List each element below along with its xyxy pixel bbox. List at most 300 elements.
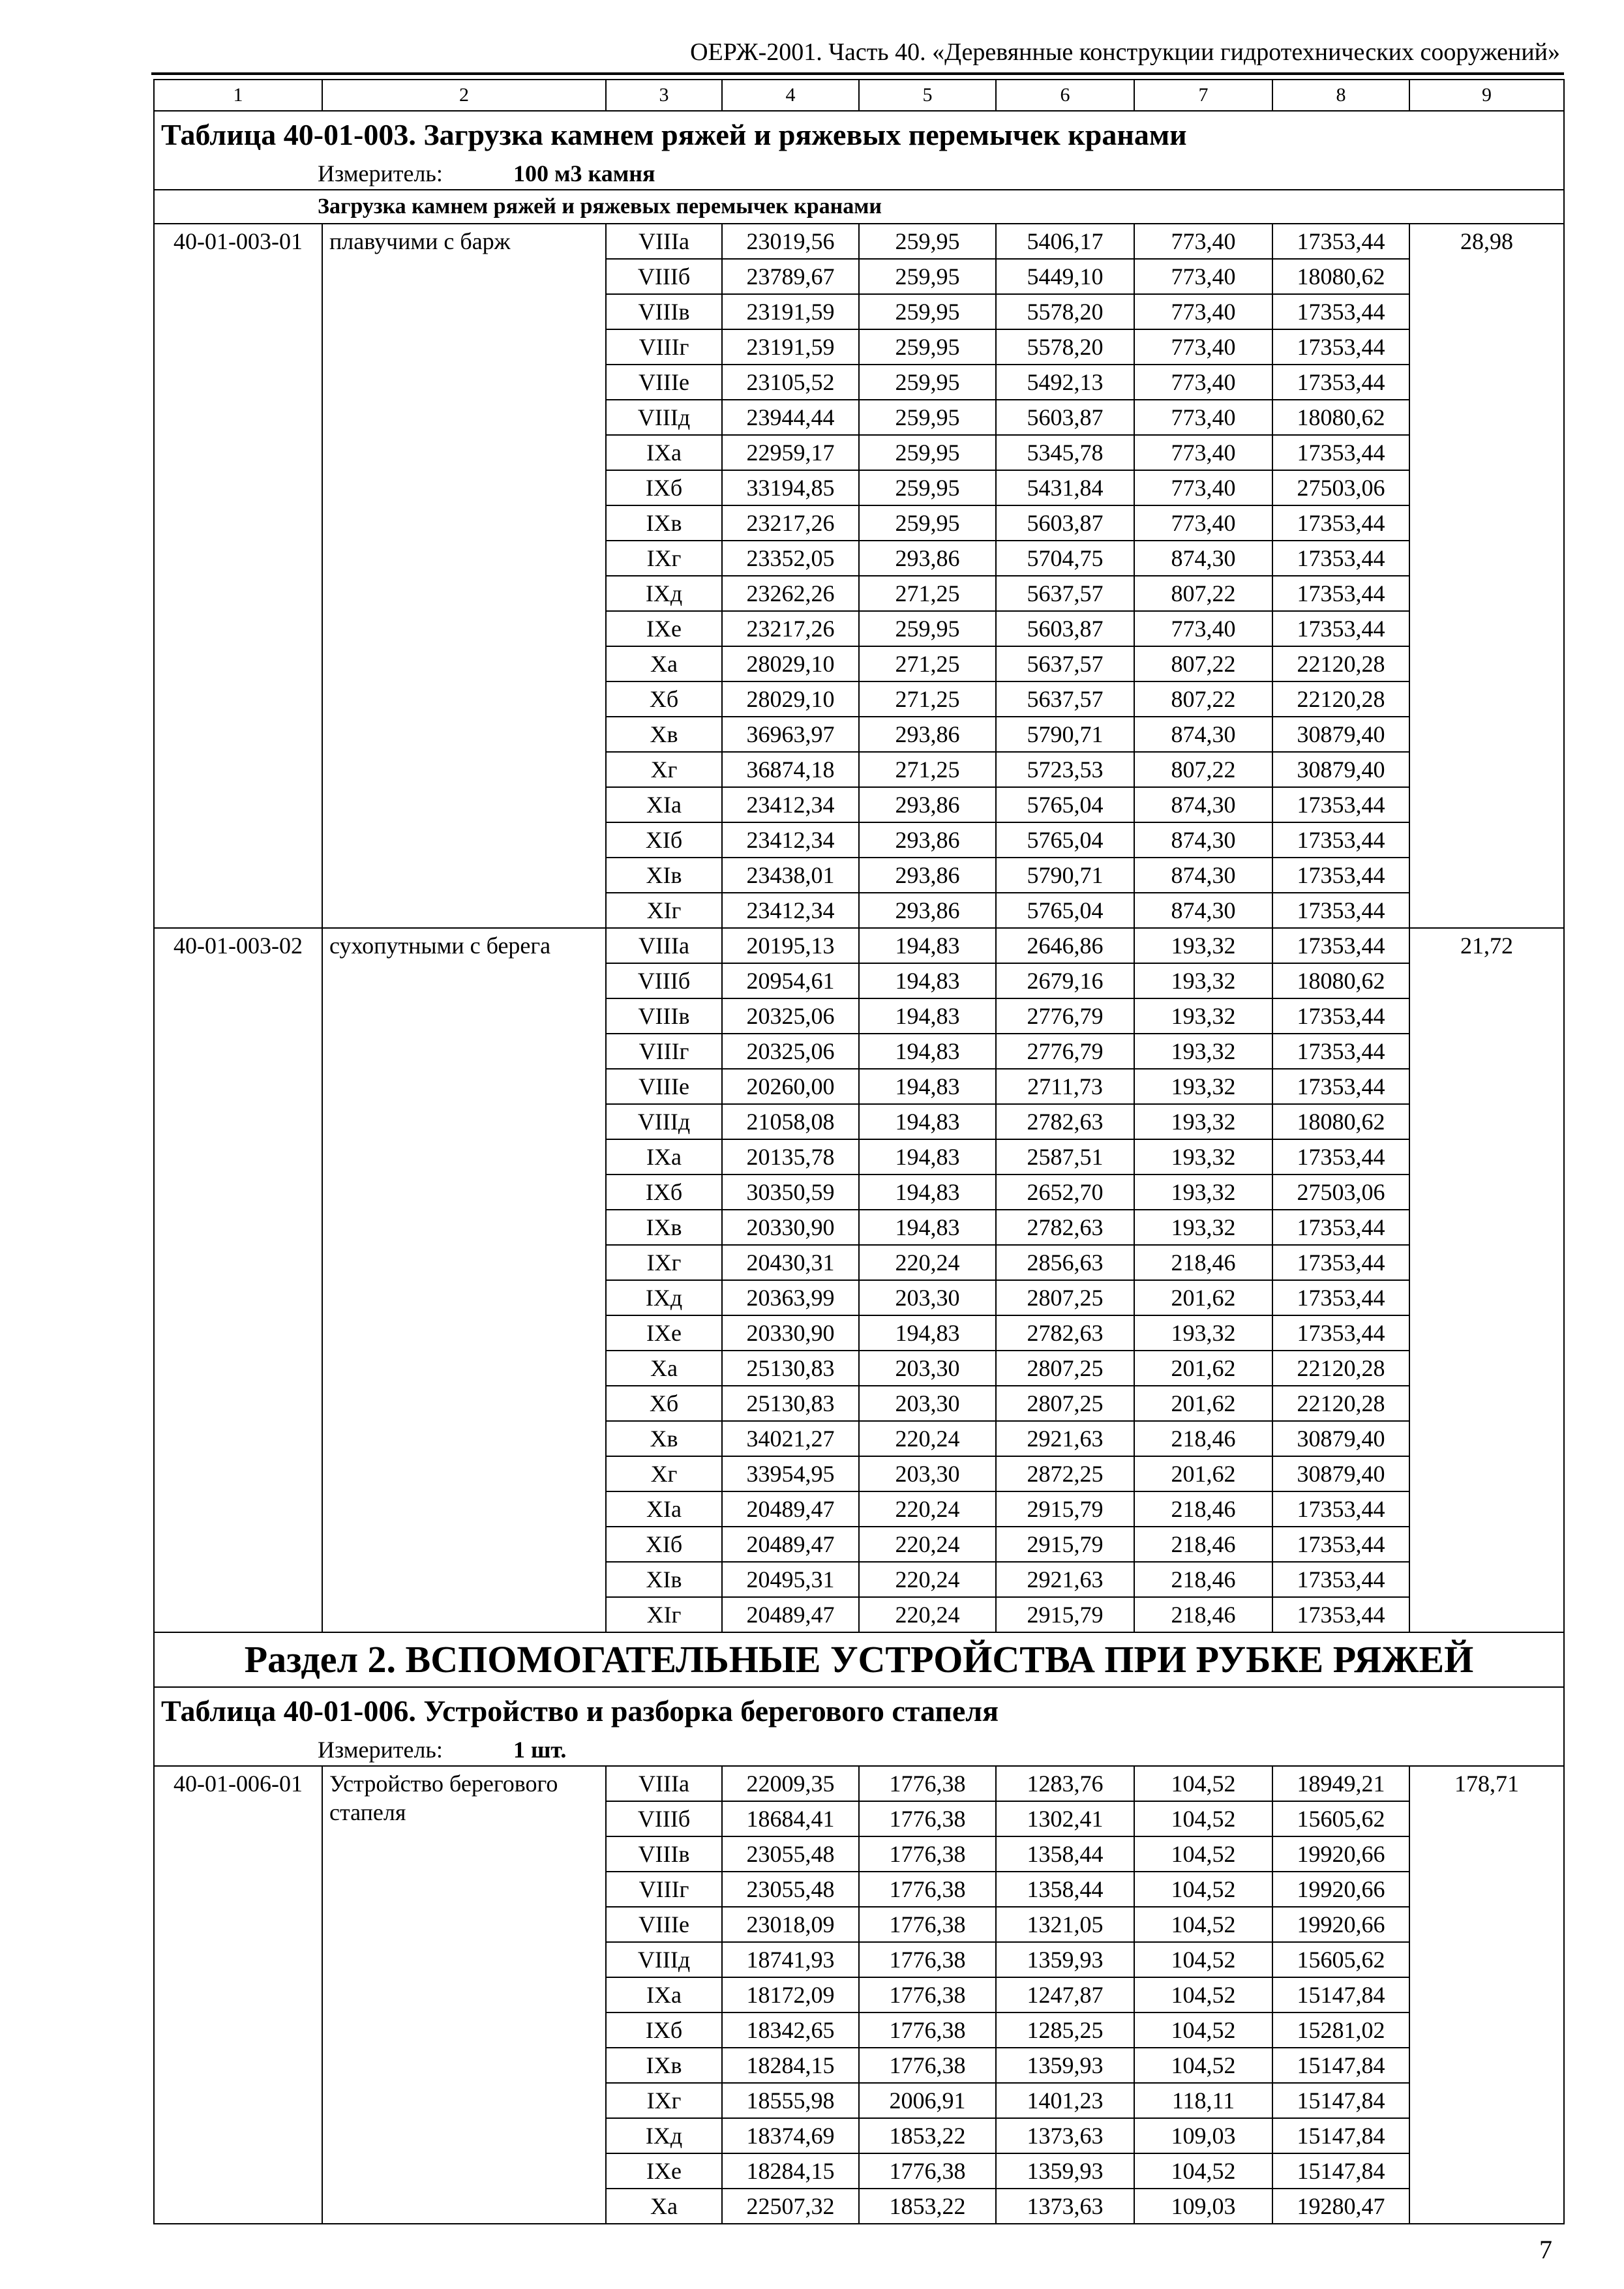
rate-name: Устройство берегового стапеля — [322, 1766, 606, 2224]
total-cell: 20489,47 — [722, 1527, 859, 1562]
materials-cell: 19920,66 — [1272, 1872, 1409, 1907]
machines-cell: 5603,87 — [996, 611, 1134, 646]
total-cell: 18172,09 — [722, 1977, 859, 2012]
materials-cell: 15147,84 — [1272, 2083, 1409, 2118]
drivers-wages-cell: 807,22 — [1134, 576, 1272, 611]
zone-cell: VIIIд — [606, 1942, 722, 1977]
total-cell: 20325,06 — [722, 1034, 859, 1069]
total-cell: 20330,90 — [722, 1315, 859, 1351]
column-number: 4 — [722, 80, 859, 111]
table-006-unit-row — [154, 1734, 1564, 1766]
machines-cell: 5603,87 — [996, 505, 1134, 541]
total-cell: 18342,65 — [722, 2012, 859, 2048]
drivers-wages-cell: 218,46 — [1134, 1527, 1272, 1562]
drivers-wages-cell: 104,52 — [1134, 1801, 1272, 1836]
table-003-subtitle-row — [154, 190, 1564, 224]
drivers-wages-cell: 193,32 — [1134, 1210, 1272, 1245]
drivers-wages-cell: 104,52 — [1134, 1907, 1272, 1942]
zone-cell: VIIIг — [606, 329, 722, 365]
wages-cell: 220,24 — [859, 1562, 996, 1597]
materials-cell: 17353,44 — [1272, 787, 1409, 822]
wages-cell: 259,95 — [859, 611, 996, 646]
column-number: 1 — [154, 80, 322, 111]
total-cell: 18741,93 — [722, 1942, 859, 1977]
wages-cell: 259,95 — [859, 470, 996, 505]
unit-value: 1 шт. — [513, 1737, 567, 1763]
machines-cell: 2646,86 — [996, 928, 1134, 963]
machines-cell: 2807,25 — [996, 1351, 1134, 1386]
wages-cell: 1776,38 — [859, 1872, 996, 1907]
zone-cell: VIIIб — [606, 1801, 722, 1836]
total-cell: 23789,67 — [722, 259, 859, 294]
column-number: 8 — [1272, 80, 1409, 111]
total-cell: 23352,05 — [722, 541, 859, 576]
drivers-wages-cell: 874,30 — [1134, 787, 1272, 822]
materials-cell: 17353,44 — [1272, 541, 1409, 576]
machines-cell: 1247,87 — [996, 1977, 1134, 2012]
drivers-wages-cell: 773,40 — [1134, 259, 1272, 294]
total-cell: 20954,61 — [722, 963, 859, 998]
machines-cell: 2807,25 — [996, 1280, 1134, 1315]
drivers-wages-cell: 773,40 — [1134, 505, 1272, 541]
wages-cell: 1776,38 — [859, 1942, 996, 1977]
wages-cell: 1776,38 — [859, 1907, 996, 1942]
table-003-subtitle: Загрузка камнем ряжей и ряжевых перемычек кранами — [154, 190, 1564, 224]
drivers-wages-cell: 104,52 — [1134, 2153, 1272, 2189]
zone-cell: IXб — [606, 2012, 722, 2048]
total-cell: 18555,98 — [722, 2083, 859, 2118]
total-cell: 20195,13 — [722, 928, 859, 963]
total-cell: 20489,47 — [722, 1597, 859, 1632]
labor-cost-cell: 178,71 — [1409, 1766, 1564, 2224]
wages-cell: 293,86 — [859, 541, 996, 576]
wages-cell: 194,83 — [859, 1315, 996, 1351]
drivers-wages-cell: 109,03 — [1134, 2189, 1272, 2224]
total-cell: 23191,59 — [722, 329, 859, 365]
zone-cell: IXа — [606, 435, 722, 470]
wages-cell: 1776,38 — [859, 1836, 996, 1872]
zone-cell: IXе — [606, 1315, 722, 1351]
zone-cell: IXв — [606, 505, 722, 541]
drivers-wages-cell: 193,32 — [1134, 1104, 1272, 1139]
zone-cell: IXд — [606, 576, 722, 611]
zone-cell: IXв — [606, 1210, 722, 1245]
machines-cell: 2872,25 — [996, 1456, 1134, 1491]
table-003-title: Таблица 40-01-003. Загрузка камнем ряжей и ряжевых перемычек кранами — [154, 111, 1564, 158]
machines-cell: 1373,63 — [996, 2189, 1134, 2224]
machines-cell: 2782,63 — [996, 1315, 1134, 1351]
materials-cell: 17353,44 — [1272, 1597, 1409, 1632]
materials-cell: 22120,28 — [1272, 646, 1409, 681]
materials-cell: 19920,66 — [1272, 1836, 1409, 1872]
materials-cell: 17353,44 — [1272, 1139, 1409, 1174]
machines-cell: 5406,17 — [996, 224, 1134, 259]
column-number: 7 — [1134, 80, 1272, 111]
wages-cell: 1776,38 — [859, 2048, 996, 2083]
materials-cell: 17353,44 — [1272, 365, 1409, 400]
zone-cell: XIв — [606, 858, 722, 893]
materials-cell: 18949,21 — [1272, 1766, 1409, 1801]
total-cell: 30350,59 — [722, 1174, 859, 1210]
machines-cell: 5637,57 — [996, 681, 1134, 717]
materials-cell: 19920,66 — [1272, 1907, 1409, 1942]
machines-cell: 2807,25 — [996, 1386, 1134, 1421]
materials-cell: 17353,44 — [1272, 1280, 1409, 1315]
wages-cell: 259,95 — [859, 400, 996, 435]
total-cell: 33954,95 — [722, 1456, 859, 1491]
machines-cell: 1359,93 — [996, 2153, 1134, 2189]
machines-cell: 2921,63 — [996, 1562, 1134, 1597]
materials-cell: 17353,44 — [1272, 1562, 1409, 1597]
machines-cell: 1321,05 — [996, 1907, 1134, 1942]
wages-cell: 293,86 — [859, 858, 996, 893]
drivers-wages-cell: 193,32 — [1134, 998, 1272, 1034]
total-cell: 23055,48 — [722, 1836, 859, 1872]
total-cell: 20430,31 — [722, 1245, 859, 1280]
zone-cell: IXб — [606, 470, 722, 505]
machines-cell: 5492,13 — [996, 365, 1134, 400]
zone-cell: XIб — [606, 1527, 722, 1562]
zone-cell: VIIIб — [606, 963, 722, 998]
table-003-unit-row — [154, 158, 1564, 190]
materials-cell: 15147,84 — [1272, 2153, 1409, 2189]
unit-label: Измеритель: — [318, 1737, 443, 1763]
wages-cell: 1853,22 — [859, 2118, 996, 2153]
total-cell: 23438,01 — [722, 858, 859, 893]
drivers-wages-cell: 109,03 — [1134, 2118, 1272, 2153]
total-cell: 20135,78 — [722, 1139, 859, 1174]
wages-cell: 1853,22 — [859, 2189, 996, 2224]
wages-cell: 293,86 — [859, 787, 996, 822]
zone-cell: IXа — [606, 1977, 722, 2012]
machines-cell: 2776,79 — [996, 1034, 1134, 1069]
total-cell: 23944,44 — [722, 400, 859, 435]
machines-cell: 1283,76 — [996, 1766, 1134, 1801]
total-cell: 36963,97 — [722, 717, 859, 752]
drivers-wages-cell: 773,40 — [1134, 611, 1272, 646]
materials-cell: 17353,44 — [1272, 1491, 1409, 1527]
drivers-wages-cell: 104,52 — [1134, 1872, 1272, 1907]
drivers-wages-cell: 218,46 — [1134, 1421, 1272, 1456]
total-cell: 22959,17 — [722, 435, 859, 470]
zone-cell: VIIIд — [606, 1104, 722, 1139]
drivers-wages-cell: 807,22 — [1134, 752, 1272, 787]
labor-cost-cell: 21,72 — [1409, 928, 1564, 1632]
machines-cell: 2711,73 — [996, 1069, 1134, 1104]
machines-cell: 1285,25 — [996, 2012, 1134, 2048]
total-cell: 20330,90 — [722, 1210, 859, 1245]
wages-cell: 203,30 — [859, 1351, 996, 1386]
total-cell: 20495,31 — [722, 1562, 859, 1597]
wages-cell: 1776,38 — [859, 2153, 996, 2189]
machines-cell: 2679,16 — [996, 963, 1134, 998]
machines-cell: 5765,04 — [996, 893, 1134, 928]
drivers-wages-cell: 218,46 — [1134, 1491, 1272, 1527]
machines-cell: 2652,70 — [996, 1174, 1134, 1210]
materials-cell: 30879,40 — [1272, 717, 1409, 752]
machines-cell: 5603,87 — [996, 400, 1134, 435]
drivers-wages-cell: 193,32 — [1134, 928, 1272, 963]
total-cell: 18374,69 — [722, 2118, 859, 2153]
wages-cell: 220,24 — [859, 1421, 996, 1456]
total-cell: 23412,34 — [722, 893, 859, 928]
materials-cell: 17353,44 — [1272, 505, 1409, 541]
machines-cell: 1358,44 — [996, 1872, 1134, 1907]
materials-cell: 17353,44 — [1272, 329, 1409, 365]
drivers-wages-cell: 218,46 — [1134, 1245, 1272, 1280]
materials-cell: 17353,44 — [1272, 893, 1409, 928]
rate-name: плавучими с барж — [322, 224, 606, 928]
zone-cell: VIIIв — [606, 1836, 722, 1872]
drivers-wages-cell: 773,40 — [1134, 224, 1272, 259]
table-006-title-row — [154, 1687, 1564, 1734]
zone-cell: Xг — [606, 1456, 722, 1491]
rate-name: сухопутными с берега — [322, 928, 606, 1632]
zone-cell: IXг — [606, 2083, 722, 2118]
materials-cell: 22120,28 — [1272, 1351, 1409, 1386]
materials-cell: 15281,02 — [1272, 2012, 1409, 2048]
drivers-wages-cell: 104,52 — [1134, 1942, 1272, 1977]
drivers-wages-cell: 201,62 — [1134, 1456, 1272, 1491]
machines-cell: 5765,04 — [996, 822, 1134, 858]
zone-cell: IXв — [606, 2048, 722, 2083]
zone-cell: VIIIа — [606, 224, 722, 259]
drivers-wages-cell: 874,30 — [1134, 822, 1272, 858]
total-cell: 23217,26 — [722, 505, 859, 541]
labor-cost-cell: 28,98 — [1409, 224, 1564, 928]
zone-cell: Xб — [606, 1386, 722, 1421]
drivers-wages-cell: 874,30 — [1134, 717, 1272, 752]
drivers-wages-cell: 807,22 — [1134, 646, 1272, 681]
total-cell: 23191,59 — [722, 294, 859, 329]
wages-cell: 194,83 — [859, 963, 996, 998]
wages-cell: 194,83 — [859, 1210, 996, 1245]
wages-cell: 1776,38 — [859, 1801, 996, 1836]
page-header-title: ОЕРЖ-2001. Часть 40. «Деревянные конструкции гидротехнических сооружений» — [690, 38, 1560, 66]
total-cell: 23262,26 — [722, 576, 859, 611]
zone-cell: VIIIе — [606, 1907, 722, 1942]
wages-cell: 271,25 — [859, 646, 996, 681]
wages-cell: 259,95 — [859, 259, 996, 294]
materials-cell: 17353,44 — [1272, 294, 1409, 329]
drivers-wages-cell: 104,52 — [1134, 2012, 1272, 2048]
section-2-row — [154, 1632, 1564, 1687]
machines-cell: 2782,63 — [996, 1104, 1134, 1139]
materials-cell: 17353,44 — [1272, 1034, 1409, 1069]
materials-cell: 17353,44 — [1272, 858, 1409, 893]
machines-cell: 2915,79 — [996, 1491, 1134, 1527]
total-cell: 23412,34 — [722, 822, 859, 858]
zone-cell: IXг — [606, 1245, 722, 1280]
zone-cell: XIа — [606, 787, 722, 822]
wages-cell: 259,95 — [859, 329, 996, 365]
zone-cell: IXе — [606, 611, 722, 646]
materials-cell: 15147,84 — [1272, 2118, 1409, 2153]
page-number: 7 — [1539, 2235, 1552, 2264]
wages-cell: 220,24 — [859, 1245, 996, 1280]
drivers-wages-cell: 218,46 — [1134, 1562, 1272, 1597]
drivers-wages-cell: 874,30 — [1134, 858, 1272, 893]
zone-cell: VIIIа — [606, 1766, 722, 1801]
zone-cell: IXг — [606, 541, 722, 576]
machines-cell: 5790,71 — [996, 717, 1134, 752]
machines-cell: 1373,63 — [996, 2118, 1134, 2153]
wages-cell: 259,95 — [859, 505, 996, 541]
materials-cell: 17353,44 — [1272, 1527, 1409, 1562]
machines-cell: 5578,20 — [996, 329, 1134, 365]
column-number-row — [154, 80, 1564, 111]
zone-cell: IXе — [606, 2153, 722, 2189]
wages-cell: 271,25 — [859, 681, 996, 717]
machines-cell: 5431,84 — [996, 470, 1134, 505]
materials-cell: 17353,44 — [1272, 611, 1409, 646]
wages-cell: 259,95 — [859, 435, 996, 470]
zone-cell: VIIIг — [606, 1872, 722, 1907]
zone-cell: VIIIг — [606, 1034, 722, 1069]
wages-cell: 293,86 — [859, 717, 996, 752]
drivers-wages-cell: 874,30 — [1134, 893, 1272, 928]
machines-cell: 1359,93 — [996, 1942, 1134, 1977]
drivers-wages-cell: 874,30 — [1134, 541, 1272, 576]
wages-cell: 220,24 — [859, 1491, 996, 1527]
total-cell: 21058,08 — [722, 1104, 859, 1139]
zone-cell: XIа — [606, 1491, 722, 1527]
machines-cell: 5449,10 — [996, 259, 1134, 294]
drivers-wages-cell: 201,62 — [1134, 1280, 1272, 1315]
wages-cell: 194,83 — [859, 1034, 996, 1069]
column-number: 9 — [1409, 80, 1564, 111]
wages-cell: 2006,91 — [859, 2083, 996, 2118]
drivers-wages-cell: 773,40 — [1134, 365, 1272, 400]
rate-code: 40-01-003-01 — [154, 224, 322, 928]
materials-cell: 15605,62 — [1272, 1801, 1409, 1836]
drivers-wages-cell: 118,11 — [1134, 2083, 1272, 2118]
zone-cell: Xг — [606, 752, 722, 787]
materials-cell: 27503,06 — [1272, 470, 1409, 505]
materials-cell: 22120,28 — [1272, 681, 1409, 717]
total-cell: 18684,41 — [722, 1801, 859, 1836]
machines-cell: 2915,79 — [996, 1527, 1134, 1562]
materials-cell: 18080,62 — [1272, 400, 1409, 435]
section-2-title: Раздел 2. ВСПОМОГАТЕЛЬНЫЕ УСТРОЙСТВА ПРИ РУБКЕ РЯЖЕЙ — [154, 1632, 1564, 1687]
table-row — [154, 224, 1564, 259]
column-number: 6 — [996, 80, 1134, 111]
materials-cell: 18080,62 — [1272, 1104, 1409, 1139]
table-006-title: Таблица 40-01-006. Устройство и разборка берегового стапеля — [154, 1687, 1564, 1734]
unit-label: Измеритель: — [318, 160, 443, 187]
drivers-wages-cell: 104,52 — [1134, 1766, 1272, 1801]
drivers-wages-cell: 773,40 — [1134, 400, 1272, 435]
machines-cell: 2856,63 — [996, 1245, 1134, 1280]
wages-cell: 293,86 — [859, 822, 996, 858]
zone-cell: VIIIв — [606, 998, 722, 1034]
machines-cell: 5790,71 — [996, 858, 1134, 893]
materials-cell: 18080,62 — [1272, 963, 1409, 998]
wages-cell: 194,83 — [859, 1069, 996, 1104]
zone-cell: Xб — [606, 681, 722, 717]
materials-cell: 17353,44 — [1272, 435, 1409, 470]
total-cell: 20363,99 — [722, 1280, 859, 1315]
column-number: 2 — [322, 80, 606, 111]
zone-cell: Xв — [606, 717, 722, 752]
materials-cell: 17353,44 — [1272, 224, 1409, 259]
total-cell: 33194,85 — [722, 470, 859, 505]
materials-cell: 18080,62 — [1272, 259, 1409, 294]
zone-cell: VIIIе — [606, 365, 722, 400]
zone-cell: IXа — [606, 1139, 722, 1174]
wages-cell: 293,86 — [859, 893, 996, 928]
wages-cell: 194,83 — [859, 1104, 996, 1139]
materials-cell: 17353,44 — [1272, 1245, 1409, 1280]
wages-cell: 220,24 — [859, 1597, 996, 1632]
total-cell: 20260,00 — [722, 1069, 859, 1104]
materials-cell: 17353,44 — [1272, 928, 1409, 963]
drivers-wages-cell: 193,32 — [1134, 1034, 1272, 1069]
materials-cell: 15147,84 — [1272, 1977, 1409, 2012]
total-cell: 22507,32 — [722, 2189, 859, 2224]
machines-cell: 5578,20 — [996, 294, 1134, 329]
zone-cell: VIIIд — [606, 400, 722, 435]
materials-cell: 30879,40 — [1272, 1456, 1409, 1491]
materials-cell: 19280,47 — [1272, 2189, 1409, 2224]
wages-cell: 1776,38 — [859, 1766, 996, 1801]
machines-cell: 2921,63 — [996, 1421, 1134, 1456]
total-cell: 28029,10 — [722, 681, 859, 717]
drivers-wages-cell: 104,52 — [1134, 1977, 1272, 2012]
wages-cell: 194,83 — [859, 928, 996, 963]
zone-cell: XIб — [606, 822, 722, 858]
drivers-wages-cell: 773,40 — [1134, 329, 1272, 365]
column-number: 3 — [606, 80, 722, 111]
zone-cell: XIв — [606, 1562, 722, 1597]
table-body — [154, 80, 1564, 2224]
total-cell: 36874,18 — [722, 752, 859, 787]
zone-cell: IXд — [606, 1280, 722, 1315]
zone-cell: VIIIе — [606, 1069, 722, 1104]
drivers-wages-cell: 807,22 — [1134, 681, 1272, 717]
wages-cell: 271,25 — [859, 576, 996, 611]
materials-cell: 17353,44 — [1272, 1210, 1409, 1245]
total-cell: 18284,15 — [722, 2048, 859, 2083]
drivers-wages-cell: 193,32 — [1134, 1139, 1272, 1174]
materials-cell: 22120,28 — [1272, 1386, 1409, 1421]
wages-cell: 1776,38 — [859, 2012, 996, 2048]
unit-value: 100 м3 камня — [513, 160, 655, 187]
wages-cell: 271,25 — [859, 752, 996, 787]
materials-cell: 17353,44 — [1272, 822, 1409, 858]
machines-cell: 2587,51 — [996, 1139, 1134, 1174]
total-cell: 25130,83 — [722, 1386, 859, 1421]
wages-cell: 220,24 — [859, 1527, 996, 1562]
drivers-wages-cell: 104,52 — [1134, 2048, 1272, 2083]
drivers-wages-cell: 773,40 — [1134, 470, 1272, 505]
column-number: 5 — [859, 80, 996, 111]
zone-cell: VIIIв — [606, 294, 722, 329]
table-row — [154, 1766, 1564, 1801]
machines-cell: 2782,63 — [996, 1210, 1134, 1245]
materials-cell: 17353,44 — [1272, 1315, 1409, 1351]
materials-cell: 17353,44 — [1272, 576, 1409, 611]
machines-cell: 5345,78 — [996, 435, 1134, 470]
materials-cell: 17353,44 — [1272, 998, 1409, 1034]
wages-cell: 194,83 — [859, 1139, 996, 1174]
drivers-wages-cell: 773,40 — [1134, 435, 1272, 470]
machines-cell: 5637,57 — [996, 576, 1134, 611]
total-cell: 23018,09 — [722, 1907, 859, 1942]
zone-cell: Xа — [606, 646, 722, 681]
machines-cell: 2776,79 — [996, 998, 1134, 1034]
drivers-wages-cell: 193,32 — [1134, 1069, 1272, 1104]
